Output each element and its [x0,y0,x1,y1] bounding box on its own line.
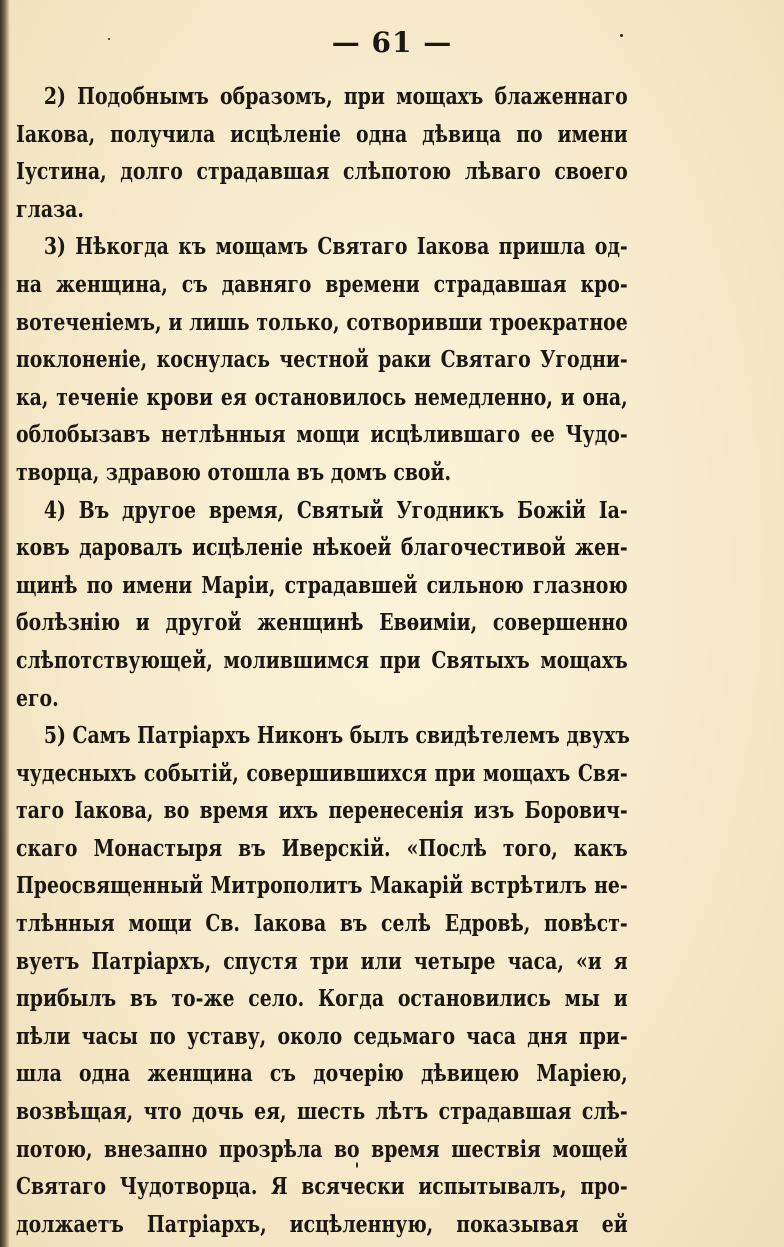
text-line: прибылъ въ то-же село. Когда остановились мы и [16,985,628,1013]
text-line: таго Іакова, во время ихъ перенесенія изъ Борович- [16,797,628,825]
text-line: потою, внезапно прозрѣла во время шествія мощей [16,1135,628,1163]
text-line: облобызавъ нетлѣнныя мощи исцѣлившаго ее Чудо- [16,421,628,449]
text-line: болѣзнію и другой женщинѣ Евѳиміи, совершенно [16,609,628,637]
text-line: должаетъ Патріархъ, исцѣленную, показывая ей [16,1210,628,1238]
text-line: ковъ даровалъ исцѣленіе нѣкоей благочестивой жен- [16,534,628,562]
text-line: возвѣщая, что дочь ея, шесть лѣтъ страдавшая слѣ- [16,1098,628,1126]
text-line: на женщина, съ давняго времени страдавшая кро- [16,270,628,298]
text-line: вуетъ Патріархъ, спустя три или четыре часа, «и я [16,947,628,975]
text-line: творца, здравою отошла въ домъ свой. [16,458,452,486]
text-line: вотеченіемъ, и лишь только, сотворивши троекратное [16,308,628,336]
text-line: 5) Самъ Патріархъ Никонъ былъ свидѣтелемъ двухъ [43,722,630,750]
text-line: тлѣнныя мощи Св. Іакова въ селѣ Едровѣ, повѣст- [16,910,628,938]
text-line: скаго Монастыря въ Иверскій. «Послѣ того, какъ [16,834,628,862]
body-text [16,78,628,1243]
text-line: 4) Въ другое время, Святый Угодникъ Божій Іа- [43,496,628,524]
text-line: 2) Подобнымъ образомъ, при мощахъ блаженнаго [43,83,628,110]
text-line: поклоненіе, коснулась честной раки Святаго Угодни- [16,346,628,374]
text-line: его. [16,684,59,712]
text-line: Іустина, долго страдавшая слѣпотою лѣваго своего [16,158,628,186]
text-line: Іакова, получила исцѣленіе одна дѣвица по имени [16,120,628,148]
text-line: слѣпотствующей, молившимся при Святыхъ мощахъ [16,646,628,674]
text-line: Святаго Чудотворца. Я всячески испытывалъ, про- [16,1173,628,1201]
page-spine-shadow [0,0,10,1247]
text-line: пѣли часы по уставу, около седьмаго часа дня при- [16,1022,628,1050]
text-line: шла одна женщина съ дочерію дѣвицею Маріею, [16,1060,628,1088]
text-line: Преосвященный Митрополитъ Макарій встрѣтилъ не- [16,872,628,900]
text-line: ка, теченіе крови ея остановилось немедленно, и она, [16,383,628,411]
page-number: — 61 — [331,26,453,59]
text-line: щинѣ по имени Маріи, страдавшей сильною глазною [16,571,628,599]
text-line: чудесныхъ событій, совершившихся при мощахъ Свя- [16,759,628,787]
text-line: 3) Нѣкогда къ мощамъ Святаго Іакова пришла од- [43,233,628,261]
text-line: глаза. [16,195,84,223]
